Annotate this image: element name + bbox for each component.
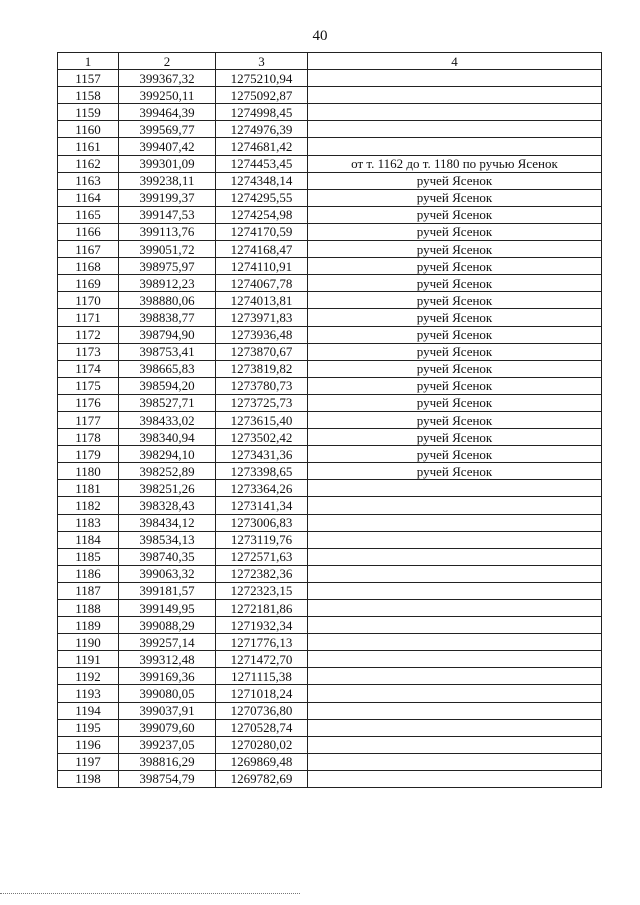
cell-description: [308, 770, 602, 787]
cell-x-coordinate: 399181,57: [119, 582, 216, 599]
cell-point-number: 1183: [58, 514, 119, 531]
table-row: [58, 719, 602, 736]
cell-point-number: 1193: [58, 685, 119, 702]
table-row: [58, 241, 602, 258]
cell-y-coordinate: 1271018,24: [216, 685, 308, 702]
cell-y-coordinate: 1273819,82: [216, 360, 308, 377]
cell-point-number: 1166: [58, 223, 119, 240]
table-row: [58, 377, 602, 394]
cell-description: [308, 104, 602, 121]
cell-description: ручей Ясенок: [308, 241, 602, 258]
cell-x-coordinate: 399080,05: [119, 685, 216, 702]
cell-x-coordinate: 399199,37: [119, 189, 216, 206]
table-row: [58, 582, 602, 599]
cell-description: ручей Ясенок: [308, 206, 602, 223]
cell-point-number: 1159: [58, 104, 119, 121]
cell-point-number: 1162: [58, 155, 119, 172]
cell-y-coordinate: 1274013,81: [216, 292, 308, 309]
table-row: [58, 206, 602, 223]
cell-description: [308, 548, 602, 565]
table-row: [58, 121, 602, 138]
cell-description: [308, 514, 602, 531]
cell-x-coordinate: 399250,11: [119, 87, 216, 104]
cell-point-number: 1178: [58, 429, 119, 446]
table-body: [58, 70, 602, 788]
cell-y-coordinate: 1269869,48: [216, 753, 308, 770]
table-row: [58, 70, 602, 87]
cell-y-coordinate: 1273364,26: [216, 480, 308, 497]
table-row: [58, 155, 602, 172]
cell-x-coordinate: 398434,12: [119, 514, 216, 531]
cell-y-coordinate: 1274110,91: [216, 258, 308, 275]
cell-y-coordinate: 1272323,15: [216, 582, 308, 599]
table-row: [58, 565, 602, 582]
cell-x-coordinate: 398794,90: [119, 326, 216, 343]
cell-y-coordinate: 1273780,73: [216, 377, 308, 394]
cell-point-number: 1187: [58, 582, 119, 599]
cell-description: ручей Ясенок: [308, 411, 602, 428]
cell-x-coordinate: 398294,10: [119, 446, 216, 463]
cell-description: ручей Ясенок: [308, 309, 602, 326]
cell-point-number: 1176: [58, 394, 119, 411]
cell-x-coordinate: 399312,48: [119, 651, 216, 668]
cell-y-coordinate: 1273870,67: [216, 343, 308, 360]
cell-point-number: 1185: [58, 548, 119, 565]
cell-point-number: 1181: [58, 480, 119, 497]
table-row: [58, 429, 602, 446]
cell-description: [308, 753, 602, 770]
cell-point-number: 1194: [58, 702, 119, 719]
cell-point-number: 1167: [58, 241, 119, 258]
cell-x-coordinate: 399149,95: [119, 600, 216, 617]
cell-point-number: 1177: [58, 411, 119, 428]
cell-y-coordinate: 1273431,36: [216, 446, 308, 463]
table-row: [58, 326, 602, 343]
cell-y-coordinate: 1273615,40: [216, 411, 308, 428]
table-row: [58, 258, 602, 275]
cell-description: [308, 565, 602, 582]
cell-description: [308, 497, 602, 514]
cell-description: ручей Ясенок: [308, 172, 602, 189]
table-row: [58, 394, 602, 411]
table-row: [58, 497, 602, 514]
cell-point-number: 1163: [58, 172, 119, 189]
cell-x-coordinate: 398534,13: [119, 531, 216, 548]
cell-x-coordinate: 399238,11: [119, 172, 216, 189]
cell-point-number: 1192: [58, 668, 119, 685]
cell-y-coordinate: 1273141,34: [216, 497, 308, 514]
cell-description: от т. 1162 до т. 1180 по ручью Ясенок: [308, 155, 602, 172]
cell-x-coordinate: 398975,97: [119, 258, 216, 275]
table-row: [58, 668, 602, 685]
cell-x-coordinate: 398328,43: [119, 497, 216, 514]
table-row: [58, 411, 602, 428]
table-row: [58, 87, 602, 104]
cell-point-number: 1158: [58, 87, 119, 104]
cell-y-coordinate: 1273006,83: [216, 514, 308, 531]
cell-description: [308, 719, 602, 736]
cell-description: [308, 736, 602, 753]
column-header-point: 1: [58, 53, 119, 70]
table-row: [58, 634, 602, 651]
cell-point-number: 1171: [58, 309, 119, 326]
cell-x-coordinate: 398753,41: [119, 343, 216, 360]
cell-description: [308, 617, 602, 634]
table-row: [58, 651, 602, 668]
table-row: [58, 685, 602, 702]
cell-description: ручей Ясенок: [308, 258, 602, 275]
cell-point-number: 1157: [58, 70, 119, 87]
footer-divider: [0, 893, 300, 894]
cell-y-coordinate: 1271776,13: [216, 634, 308, 651]
cell-y-coordinate: 1271932,34: [216, 617, 308, 634]
cell-y-coordinate: 1272571,63: [216, 548, 308, 565]
cell-description: [308, 138, 602, 155]
cell-description: [308, 685, 602, 702]
cell-point-number: 1191: [58, 651, 119, 668]
cell-x-coordinate: 399079,60: [119, 719, 216, 736]
cell-y-coordinate: 1271115,38: [216, 668, 308, 685]
cell-description: [308, 634, 602, 651]
cell-point-number: 1164: [58, 189, 119, 206]
cell-description: [308, 600, 602, 617]
cell-y-coordinate: 1275092,87: [216, 87, 308, 104]
cell-y-coordinate: 1273119,76: [216, 531, 308, 548]
cell-y-coordinate: 1271472,70: [216, 651, 308, 668]
cell-description: ручей Ясенок: [308, 360, 602, 377]
column-header-x: 2: [119, 53, 216, 70]
table-row: [58, 172, 602, 189]
table-row: [58, 617, 602, 634]
cell-x-coordinate: 398594,20: [119, 377, 216, 394]
table-header-row: [58, 53, 602, 70]
cell-point-number: 1173: [58, 343, 119, 360]
table-row: [58, 736, 602, 753]
cell-y-coordinate: 1270528,74: [216, 719, 308, 736]
cell-point-number: 1172: [58, 326, 119, 343]
cell-description: ручей Ясенок: [308, 377, 602, 394]
cell-y-coordinate: 1273725,73: [216, 394, 308, 411]
cell-point-number: 1190: [58, 634, 119, 651]
cell-x-coordinate: 399088,29: [119, 617, 216, 634]
cell-point-number: 1161: [58, 138, 119, 155]
table-row: [58, 480, 602, 497]
table-row: [58, 600, 602, 617]
cell-point-number: 1197: [58, 753, 119, 770]
cell-description: [308, 531, 602, 548]
cell-y-coordinate: 1274348,14: [216, 172, 308, 189]
cell-y-coordinate: 1270280,02: [216, 736, 308, 753]
cell-description: ручей Ясенок: [308, 275, 602, 292]
cell-point-number: 1198: [58, 770, 119, 787]
cell-description: [308, 87, 602, 104]
table-row: [58, 446, 602, 463]
column-header-description: 4: [308, 53, 602, 70]
cell-x-coordinate: 398912,23: [119, 275, 216, 292]
cell-y-coordinate: 1274168,47: [216, 241, 308, 258]
cell-y-coordinate: 1273502,42: [216, 429, 308, 446]
cell-description: [308, 582, 602, 599]
cell-description: ручей Ясенок: [308, 326, 602, 343]
table-row: [58, 463, 602, 480]
cell-description: [308, 121, 602, 138]
cell-point-number: 1189: [58, 617, 119, 634]
cell-x-coordinate: 399147,53: [119, 206, 216, 223]
cell-x-coordinate: 398880,06: [119, 292, 216, 309]
cell-x-coordinate: 399063,32: [119, 565, 216, 582]
table-row: [58, 223, 602, 240]
cell-x-coordinate: 399367,32: [119, 70, 216, 87]
cell-point-number: 1169: [58, 275, 119, 292]
cell-x-coordinate: 398816,29: [119, 753, 216, 770]
cell-x-coordinate: 399169,36: [119, 668, 216, 685]
cell-y-coordinate: 1274976,39: [216, 121, 308, 138]
cell-description: ручей Ясенок: [308, 189, 602, 206]
cell-y-coordinate: 1274998,45: [216, 104, 308, 121]
table-row: [58, 548, 602, 565]
cell-point-number: 1186: [58, 565, 119, 582]
cell-y-coordinate: 1274170,59: [216, 223, 308, 240]
cell-y-coordinate: 1273936,48: [216, 326, 308, 343]
cell-point-number: 1168: [58, 258, 119, 275]
table-row: [58, 753, 602, 770]
cell-x-coordinate: 399237,05: [119, 736, 216, 753]
cell-point-number: 1170: [58, 292, 119, 309]
cell-point-number: 1174: [58, 360, 119, 377]
cell-point-number: 1180: [58, 463, 119, 480]
cell-description: ручей Ясенок: [308, 446, 602, 463]
table-row: [58, 292, 602, 309]
cell-x-coordinate: 398527,71: [119, 394, 216, 411]
cell-y-coordinate: 1270736,80: [216, 702, 308, 719]
cell-description: ручей Ясенок: [308, 223, 602, 240]
cell-x-coordinate: 398665,83: [119, 360, 216, 377]
cell-y-coordinate: 1275210,94: [216, 70, 308, 87]
cell-x-coordinate: 398251,26: [119, 480, 216, 497]
cell-y-coordinate: 1273971,83: [216, 309, 308, 326]
cell-y-coordinate: 1274681,42: [216, 138, 308, 155]
table-row: [58, 343, 602, 360]
cell-x-coordinate: 399569,77: [119, 121, 216, 138]
coordinates-table: [57, 52, 602, 788]
cell-x-coordinate: 398740,35: [119, 548, 216, 565]
cell-description: ручей Ясенок: [308, 343, 602, 360]
cell-y-coordinate: 1274254,98: [216, 206, 308, 223]
table-row: [58, 770, 602, 787]
table-row: [58, 275, 602, 292]
cell-point-number: 1184: [58, 531, 119, 548]
table-row: [58, 360, 602, 377]
cell-point-number: 1195: [58, 719, 119, 736]
page-number: 40: [312, 28, 328, 44]
cell-x-coordinate: 399037,91: [119, 702, 216, 719]
cell-description: ручей Ясенок: [308, 429, 602, 446]
table-row: [58, 104, 602, 121]
table-row: [58, 531, 602, 548]
cell-y-coordinate: 1274295,55: [216, 189, 308, 206]
cell-point-number: 1188: [58, 600, 119, 617]
cell-description: ручей Ясенок: [308, 463, 602, 480]
cell-point-number: 1179: [58, 446, 119, 463]
cell-y-coordinate: 1269782,69: [216, 770, 308, 787]
cell-description: [308, 70, 602, 87]
cell-x-coordinate: 399464,39: [119, 104, 216, 121]
table-row: [58, 138, 602, 155]
cell-x-coordinate: 399257,14: [119, 634, 216, 651]
cell-description: [308, 480, 602, 497]
cell-point-number: 1175: [58, 377, 119, 394]
cell-description: [308, 668, 602, 685]
cell-point-number: 1182: [58, 497, 119, 514]
table-row: [58, 309, 602, 326]
cell-x-coordinate: 398838,77: [119, 309, 216, 326]
cell-x-coordinate: 399407,42: [119, 138, 216, 155]
cell-y-coordinate: 1274067,78: [216, 275, 308, 292]
cell-x-coordinate: 399301,09: [119, 155, 216, 172]
cell-description: ручей Ясенок: [308, 292, 602, 309]
cell-point-number: 1196: [58, 736, 119, 753]
cell-description: [308, 651, 602, 668]
table-row: [58, 702, 602, 719]
cell-point-number: 1165: [58, 206, 119, 223]
cell-x-coordinate: 398340,94: [119, 429, 216, 446]
cell-x-coordinate: 399113,76: [119, 223, 216, 240]
cell-y-coordinate: 1272181,86: [216, 600, 308, 617]
table-row: [58, 189, 602, 206]
cell-y-coordinate: 1272382,36: [216, 565, 308, 582]
cell-description: ручей Ясенок: [308, 394, 602, 411]
cell-x-coordinate: 398252,89: [119, 463, 216, 480]
cell-x-coordinate: 398754,79: [119, 770, 216, 787]
cell-x-coordinate: 399051,72: [119, 241, 216, 258]
cell-y-coordinate: 1274453,45: [216, 155, 308, 172]
table-row: [58, 514, 602, 531]
cell-point-number: 1160: [58, 121, 119, 138]
column-header-y: 3: [216, 53, 308, 70]
cell-y-coordinate: 1273398,65: [216, 463, 308, 480]
cell-description: [308, 702, 602, 719]
cell-x-coordinate: 398433,02: [119, 411, 216, 428]
